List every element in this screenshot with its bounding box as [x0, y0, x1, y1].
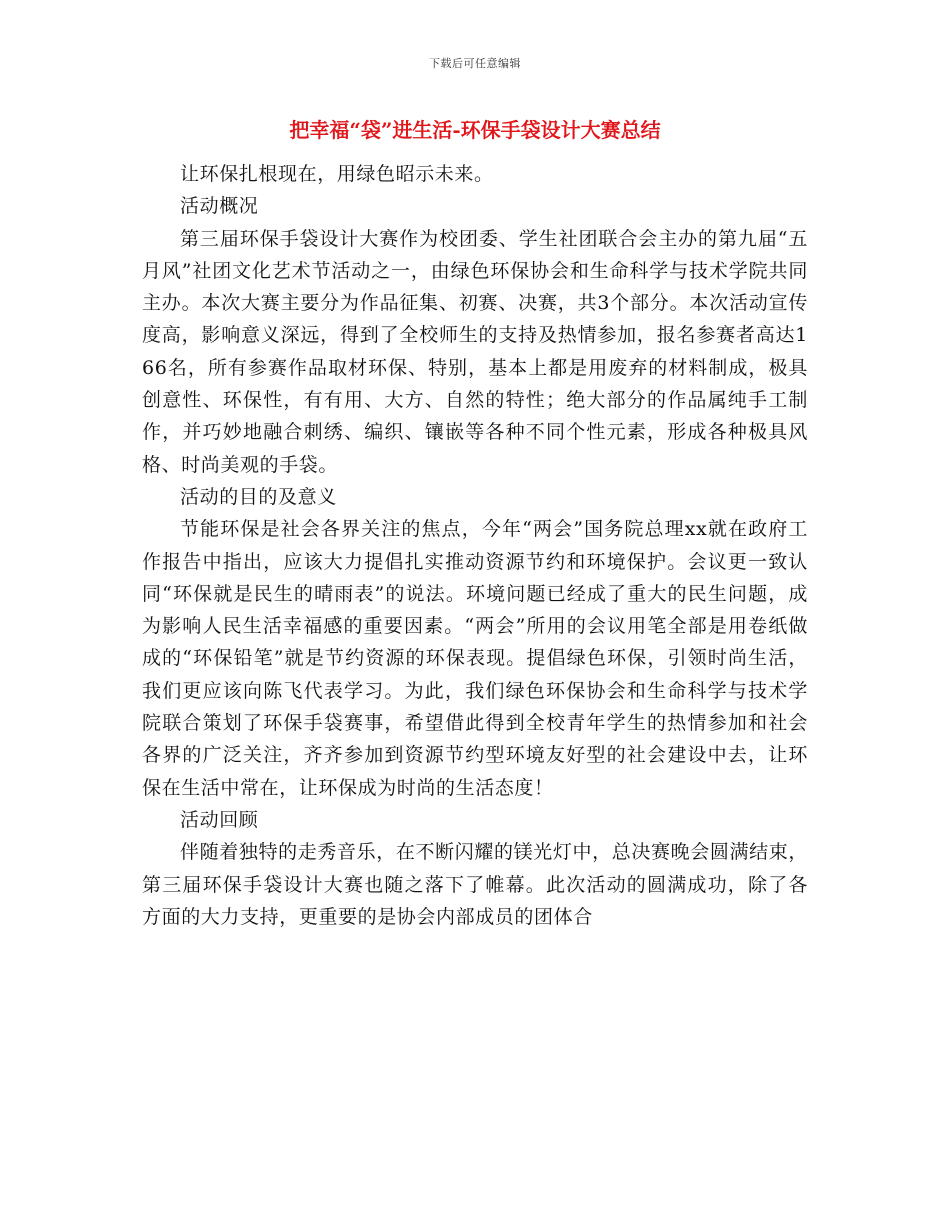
header-note: 下载后可任意编辑: [429, 57, 521, 70]
section-heading-overview: 活动概况: [180, 195, 259, 218]
section-heading-review: 活动回顾: [180, 808, 259, 831]
intro-sentence: 让环保扎根现在，用绿色昭示未来。: [180, 163, 494, 185]
overview-paragraph: 第三届环保手袋设计大赛作为校团委、学生社团联合会主办的第九届“五月风”社团文化艺术节活动之一，由绿色环保协会和生命科学与技术学院共同主办。本次大赛主要分为作品征集、初赛、决赛，共3个部分。本次活动宣传度高，影响意义深远，得到了全校师生的支持及热情参加，报名参赛者高达166名，所有参赛作品取材环保、特别，基本上都是用废弃的材料制成，极具创意性、环保性，有有用、大方、自然的特性；绝大部分的作品属纯手工制作，并巧妙地融合刺绣、编织、镶嵌等各种不同个性元素，形成各种极具风格、时尚美观的手袋。: [142, 227, 808, 476]
document-body: [142, 158, 808, 933]
document-title: 把幸福“袋”进生活-环保手袋设计大赛总结: [289, 118, 661, 142]
purpose-paragraph: 节能环保是社会各界关注的焦点，今年“两会”国务院总理xx就在政府工作报告中指出，应该大力提倡扎实推动资源节约和环境保护。会议更一致认同“环保就是民生的晴雨表”的说法。环境问题已经成了重大的民生问题，成为影响人民生活幸福感的重要因素。“两会”所用的会议用笔全部是用卷纸做成的“环保铅笔”就是节约资源的环保表现。提倡绿色环保，引领时尚生活，我们更应该向陈飞代表学习。为此，我们绿色环保协会和生命科学与技术学院联合策划了环保手袋赛事，希望借此得到全校青年学生的热情参加和社会各界的广泛关注，齐齐参加到资源节约型环境友好型的社会建设中去，让环保在生活中常在，让环保成为时尚的生活态度！: [142, 518, 808, 799]
review-paragraph: 伴随着独特的走秀音乐，在不断闪耀的镁光灯中，总决赛晚会圆满结束，第三届环保手袋设计大赛也随之落下了帷幕。此次活动的圆满成功，除了各方面的大力支持，更重要的是协会内部成员的团体合: [142, 841, 808, 928]
section-heading-purpose: 活动的目的及意义: [180, 485, 337, 508]
